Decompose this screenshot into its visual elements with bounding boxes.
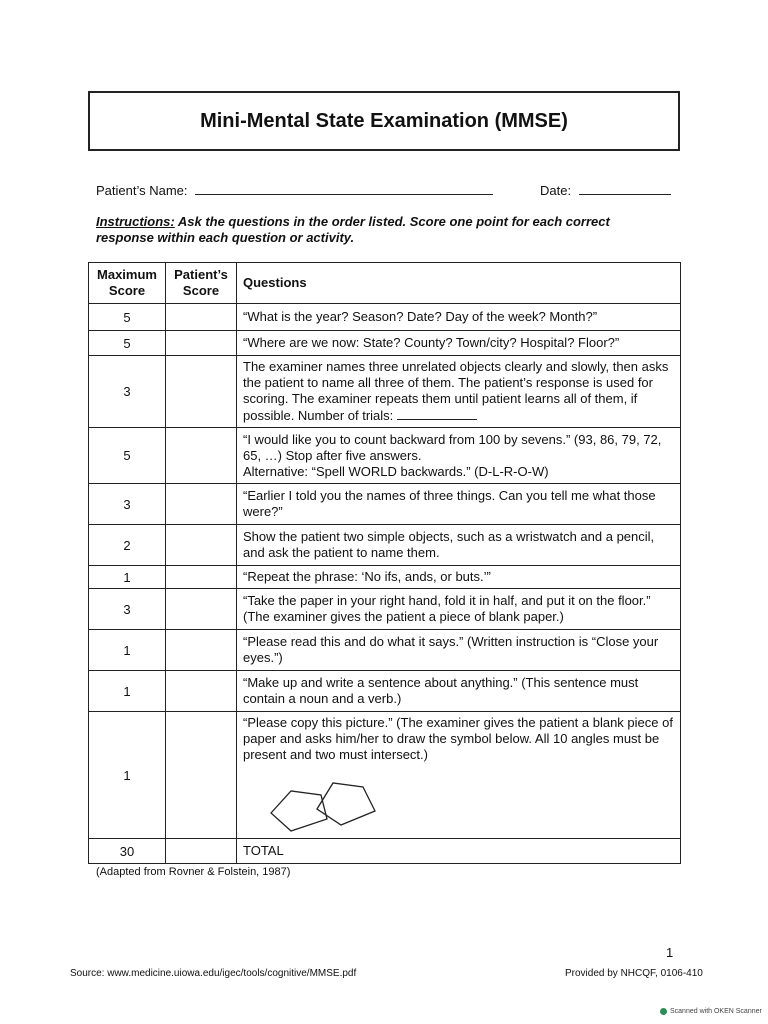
instructions	[96, 214, 656, 246]
instructions-text: Ask the questions in the order listed. Score one point for each correct response within each question or activity.	[96, 214, 610, 245]
patient-score-cell	[166, 428, 237, 484]
header-questions: Questions	[237, 263, 681, 304]
scanner-text: Scanned with OKEN Scanner	[670, 1008, 762, 1015]
question-cell: “What is the year? Season? Date? Day of the week? Month?”	[237, 304, 681, 331]
date-blank	[579, 181, 671, 195]
max-score-cell: 1	[89, 712, 166, 839]
source-citation: Source: www.medicine.uiowa.edu/igec/tools/cognitive/MMSE.pdf	[70, 968, 357, 979]
table-row	[89, 304, 681, 331]
question-cell: “Where are we now: State? County? Town/city? Hospital? Floor?”	[237, 331, 681, 356]
title-text: Mini-Mental State Examination (MMSE)	[200, 109, 568, 132]
instructions-lead: Instructions:	[96, 214, 175, 229]
table-total-row	[89, 839, 681, 864]
trials-blank	[397, 407, 477, 420]
table-row	[89, 356, 681, 428]
patient-score-cell	[166, 712, 237, 839]
table-row	[89, 331, 681, 356]
max-score-cell: 3	[89, 356, 166, 428]
patient-score-cell	[166, 630, 237, 671]
document-title	[88, 91, 680, 151]
date-label: Date:	[540, 183, 572, 198]
patient-score-cell	[166, 304, 237, 331]
max-score-cell: 5	[89, 304, 166, 331]
patient-score-cell	[166, 671, 237, 712]
max-score-cell: 1	[89, 630, 166, 671]
table-row	[89, 428, 681, 484]
header-max-score: Maximum Score	[89, 263, 166, 304]
max-score-cell: 3	[89, 484, 166, 525]
total-label: TOTAL	[237, 839, 681, 864]
mmse-table	[88, 262, 681, 864]
patient-name-blank	[195, 181, 493, 195]
table-row	[89, 712, 681, 839]
date-field	[540, 181, 671, 198]
provided-by: Provided by NHCQF, 0106-410	[565, 968, 703, 979]
question-cell: Show the patient two simple objects, such as a wristwatch and a pencil, and ask the patient to name them.	[237, 525, 681, 566]
table-row	[89, 484, 681, 525]
patient-name-label: Patient’s Name:	[96, 183, 188, 198]
patient-score-cell	[166, 589, 237, 630]
max-score-cell: 5	[89, 428, 166, 484]
question-cell: “Please read this and do what it says.” (Written instruction is “Close your eyes.”)	[237, 630, 681, 671]
question-cell	[237, 712, 681, 839]
patient-score-cell	[166, 525, 237, 566]
adaptation-note: (Adapted from Rovner & Folstein, 1987)	[96, 866, 291, 878]
scanner-watermark	[660, 1008, 762, 1015]
max-score-cell: 1	[89, 671, 166, 712]
table-row	[89, 589, 681, 630]
total-max-score: 30	[89, 839, 166, 864]
question-cell: “Repeat the phrase: ‘No ifs, ands, or buts.’”	[237, 566, 681, 589]
question-cell: “Make up and write a sentence about anything.” (This sentence must contain a noun and a verb.)	[237, 671, 681, 712]
table-header-row	[89, 263, 681, 304]
total-patient-score	[166, 839, 237, 864]
table-row	[89, 566, 681, 589]
scanner-logo-icon	[660, 1008, 667, 1015]
max-score-cell: 1	[89, 566, 166, 589]
patient-score-cell	[166, 331, 237, 356]
patient-score-cell	[166, 356, 237, 428]
patient-score-cell	[166, 566, 237, 589]
question-text: The examiner names three unrelated objects clearly and slowly, then asks the patient to name all three of them. The patient’s response is used for scoring. The examiner repeats them until patient learns all of them, if possible. Number of trials:	[243, 359, 669, 423]
question-cell: “Take the paper in your right hand, fold it in half, and put it on the floor.” (The examiner gives the patient a piece of blank paper.)	[237, 589, 681, 630]
intersecting-pentagons-icon	[263, 773, 463, 833]
header-patient-score: Patient’s Score	[166, 263, 237, 304]
question-text: “I would like you to count backward from 100 by sevens.” (93, 86, 79, 72, 65, …) Stop after five answers.	[243, 431, 662, 463]
question-alternative: Alternative: “Spell WORLD backwards.” (D-L-R-O-W)	[243, 463, 549, 479]
patient-name-field	[96, 181, 493, 198]
question-cell	[237, 428, 681, 484]
question-text: “Please copy this picture.” (The examiner gives the patient a blank piece of paper and asks him/her to draw the symbol below. All 10 angles must be present and two must intersect.)	[243, 715, 673, 762]
question-cell	[237, 356, 681, 428]
max-score-cell: 3	[89, 589, 166, 630]
max-score-cell: 5	[89, 331, 166, 356]
table-row	[89, 671, 681, 712]
patient-score-cell	[166, 484, 237, 525]
table-row	[89, 525, 681, 566]
question-cell: “Earlier I told you the names of three things. Can you tell me what those were?”	[237, 484, 681, 525]
page-number: 1	[666, 945, 674, 960]
max-score-cell: 2	[89, 525, 166, 566]
table-row	[89, 630, 681, 671]
